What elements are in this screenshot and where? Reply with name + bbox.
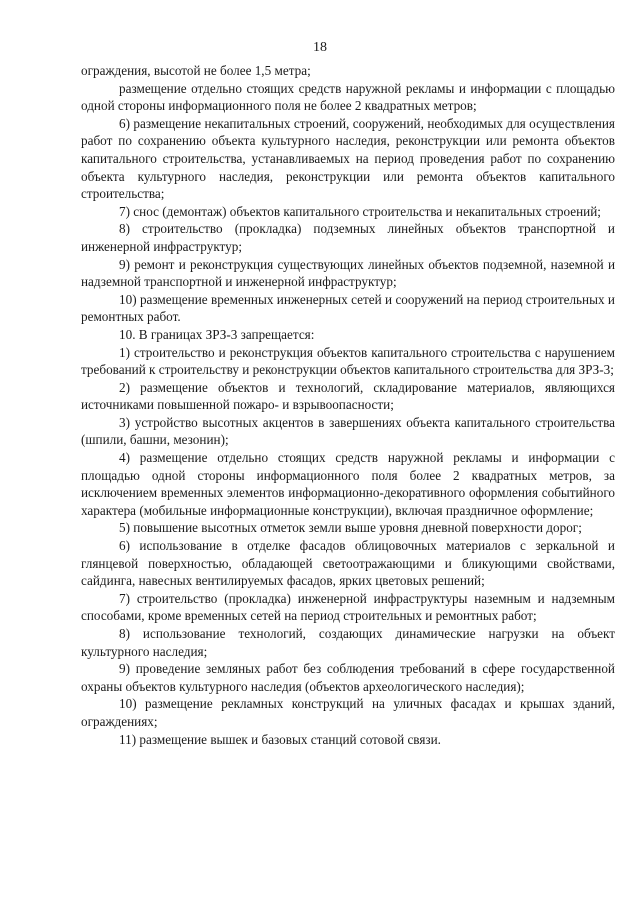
list-item: 6) размещение некапитальных строений, сооружений, необходимых для осуществления работ по сохранению объекта культурного наследия, реконструкции или ремонта объектов капитального строительства, устанавливаемых на период проведения работ по сохранению объекта культурного наследия, реконструкции или ремонта объектов капитального строительства;: [81, 115, 615, 202]
list-item: 8) использование технологий, создающих динамические нагрузки на объект культурного наследия;: [81, 626, 615, 659]
list-item: 2) размещение объектов и технологий, складирование материалов, являющихся источниками повышенной пожаро- и взрывоопасности;: [81, 379, 615, 413]
list-item: 10) размещение временных инженерных сетей и сооружений на период строительных и ремонтных работ.: [81, 291, 615, 325]
list-item: 9) проведение земляных работ без соблюдения требований в сфере государственной охраны объектов культурного наследия (объектов археологического наследия);: [81, 661, 615, 694]
list-item: 4) размещение отдельно стоящих средств наружной рекламы и информации с площадью одной стороны информационного поля более 2 квадратных метров, за исключением временных элементов информационно-декоративного оформления событийного характера (мобильные информационные конструкции), включая праздничное оформление;: [81, 450, 615, 518]
list-item: 8) строительство (прокладка) подземных линейных объектов транспортной и инженерной инфраструктур;: [81, 221, 615, 254]
page-number: 18: [313, 40, 327, 55]
document-body: [81, 62, 615, 748]
list-item: 3) устройство высотных акцентов в завершениях объекта капитального строительства (шпили, башни, мезонин);: [81, 414, 615, 448]
section-heading: 10. В границах ЗРЗ-3 запрещается:: [119, 326, 315, 342]
list-item: 10) размещение рекламных конструкций на уличных фасадах и крышах зданий, ограждениях;: [81, 696, 615, 729]
paragraph-continuation: ограждения, высотой не более 1,5 метра;: [81, 63, 311, 78]
list-item: 1) строительство и реконструкция объектов капитального строительства с нарушением требований к строительству и реконструкции объектов капитального строительства для ЗРЗ-3;: [81, 344, 615, 378]
list-item: 11) размещение вышек и базовых станций сотовой связи.: [119, 731, 441, 747]
list-item: 7) строительство (прокладка) инженерной инфраструктуры наземным и надземным способами, кроме временных сетей на период строительных и ремонтных работ;: [81, 590, 615, 624]
list-item: 5) повышение высотных отметок земли выше уровня дневной поверхности дорог;: [119, 520, 582, 536]
list-item: 9) ремонт и реконструкция существующих линейных объектов подземной, наземной и надземной транспортной и инженерной инфраструктур;: [81, 256, 615, 290]
paragraph: размещение отдельно стоящих средств наружной рекламы и информации с площадью одной стороны информационного поля не более 2 квадратных метров;: [81, 80, 615, 114]
list-item: 7) снос (демонтаж) объектов капитального строительства и некапитальных строений;: [119, 203, 601, 219]
list-item: 6) использование в отделке фасадов облицовочных материалов с зеркальной и глянцевой поверхностью, обладающей светоотражающими и бликующими свойствами, сайдинга, навесных вентилируемых фасадов, ярких цветовых решений;: [81, 538, 615, 589]
